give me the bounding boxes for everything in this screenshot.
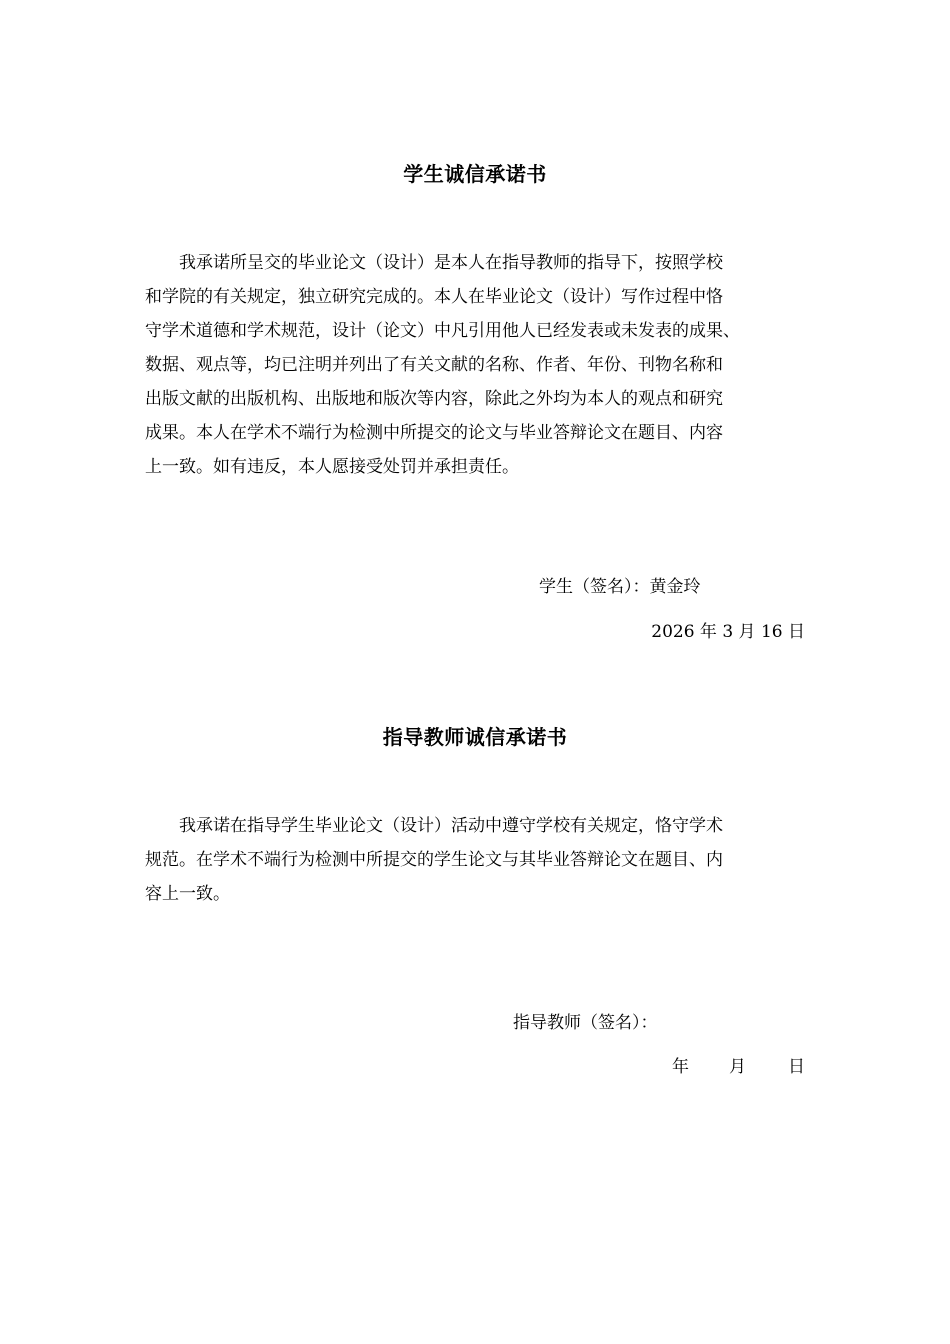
- teacher-pledge-paragraph: [145, 809, 805, 911]
- student-signature: 学生（签名）：黄金玲: [539, 577, 701, 597]
- paragraph-line: 和学院的有关规定，独立研究完成的。本人在毕业论文（设计）写作过程中恪: [145, 287, 723, 307]
- paragraph-line: 成果。本人在学术不端行为检测中所提交的论文与毕业答辩论文在题目、内容: [145, 423, 723, 443]
- date-year-label: 年: [672, 1057, 689, 1077]
- paragraph-line: 出版文献的出版机构、出版地和版次等内容，除此之外均为本人的观点和研究: [145, 389, 723, 409]
- date-month-label: 月: [729, 1057, 746, 1077]
- paragraph-line: 我承诺在指导学生毕业论文（设计）活动中遵守学校有关规定，恪守学术: [179, 816, 723, 836]
- paragraph-line: 我承诺所呈交的毕业论文（设计）是本人在指导教师的指导下，按照学校: [179, 253, 723, 273]
- student-pledge-paragraph: [145, 246, 805, 484]
- teacher-signature: 指导教师（签名）：: [513, 1013, 658, 1033]
- student-signature-date: 2026 年 3 月 16 日: [651, 622, 805, 642]
- paragraph-line: 规范。在学术不端行为检测中所提交的学生论文与其毕业答辩论文在题目、内: [145, 850, 723, 870]
- paragraph-line: 守学术道德和学术规范，设计（论文）中凡引用他人已经发表或未发表的成果、: [145, 321, 740, 341]
- teacher-signature-date: [672, 1055, 805, 1079]
- paragraph-line: 上一致。如有违反，本人愿接受处罚并承担责任。: [145, 457, 519, 477]
- teacher-pledge-title: 指导教师诚信承诺书: [382, 725, 568, 749]
- paragraph-line: 容上一致。: [145, 884, 230, 904]
- date-day-label: 日: [788, 1057, 805, 1077]
- paragraph-line: 数据、观点等，均已注明并列出了有关文献的名称、作者、年份、刊物名称和: [145, 355, 723, 375]
- student-pledge-title: 学生诚信承诺书: [403, 162, 547, 186]
